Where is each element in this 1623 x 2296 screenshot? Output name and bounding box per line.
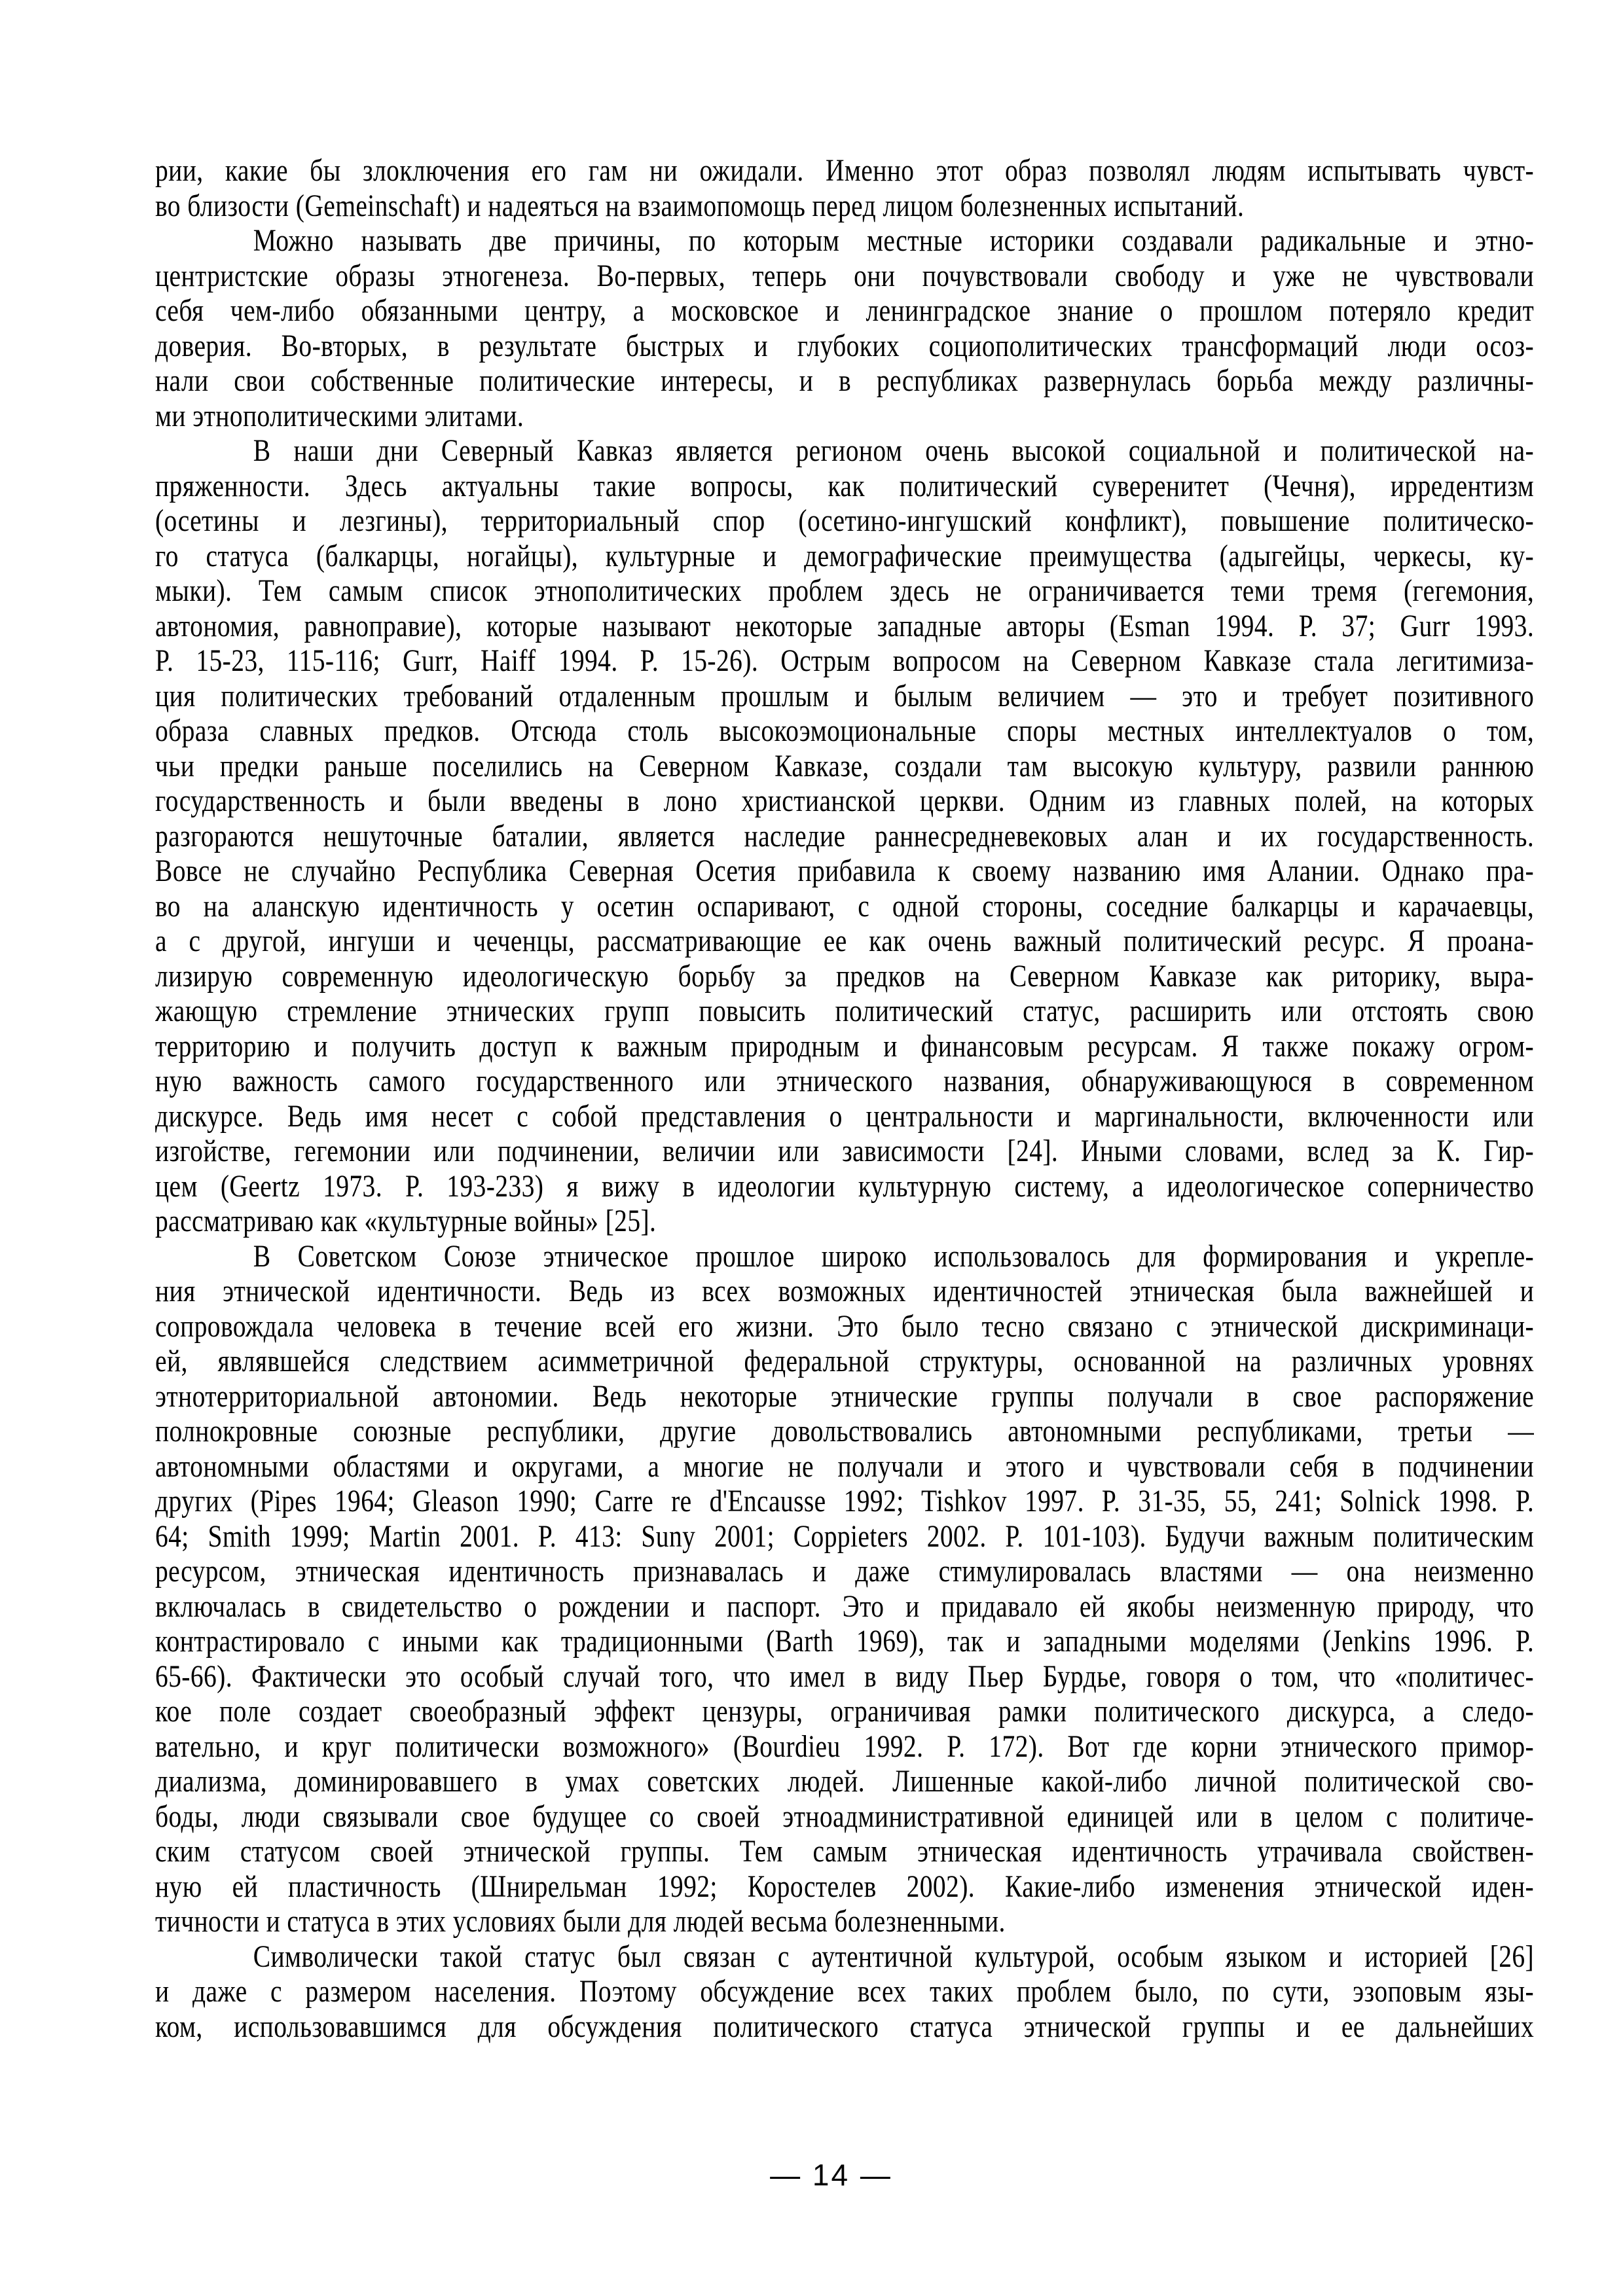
text-line: вательно, и круг политически возможного» (Bourdieu 1992. P. 172). Вот где корни этнического примор- [155, 1729, 1535, 1764]
text-line: кое поле создает своеобразный эффект цензуры, ограничивая рамки политического дискурса, а следо- [155, 1694, 1535, 1729]
text-line: центристские образы этногенеза. Во-первых, теперь они почувствовали свободу и уже не чувствовали [155, 258, 1535, 293]
text-line: пряженности. Здесь актуальны такие вопросы, как политический суверенитет (Чечня), ирредентизм [155, 468, 1535, 503]
text-line: 65-66). Фактически это особый случай того, что имел в виду Пьер Бурдье, говоря о том, что «политичес- [155, 1659, 1535, 1694]
text-line: ми этнополитическими элитами. [155, 398, 524, 433]
text-line: дискурсе. Ведь имя несет с собой представления о центральности и маргинальности, включенности или [155, 1098, 1535, 1134]
text-line: Символически такой статус был связан с аутентичной культурой, особым языком и историей [26] [253, 1939, 1535, 1974]
text-line: диализма, доминировавшего в умах советских людей. Лишенные какой-либо личной политической сво- [155, 1764, 1535, 1799]
text-line: Можно называть две причины, по которым местные историки создавали радикальные и этно- [253, 223, 1535, 258]
text-line: разгораются нешуточные баталии, является наследие раннесредневековых алан и их государственность. [155, 818, 1535, 853]
text-line: во на аланскую идентичность у осетин оспаривают, с одной стороны, соседние балкарцы и карачаевцы, [155, 888, 1535, 924]
text-line: во близости (Gemeinschaft) и надеяться на взаимопомощь перед лицом болезненных испытаний. [155, 188, 1245, 223]
page-number: — 14 — [770, 2158, 892, 2192]
text-line: рии, какие бы злоключения его гам ни ожидали. Именно этот образ позволял людям испытывать чувст- [155, 153, 1535, 188]
text-line: мыки). Тем самым список этнополитических проблем здесь не ограничивается теми тремя (гегемония, [155, 573, 1535, 608]
text-line: го статуса (балкарцы, ногайцы), культурные и демографические преимущества (адыгейцы, черкесы, ку- [155, 538, 1535, 573]
text-line: ей, являвшейся следствием асимметричной федеральной структуры, основанной на различных уровнях [155, 1344, 1535, 1378]
text-line: автономия, равноправие), которые называют некоторые западные авторы (Esman 1994. P. 37; Gurr 1993. [155, 608, 1535, 643]
text-block [155, 153, 1534, 2044]
text-line: 64; Smith 1999; Martin 2001. P. 413: Suny 2001; Coppieters 2002. P. 101-103). Будучи важным политическим [155, 1518, 1535, 1554]
text-line: чьи предки раньше поселились на Северном Кавказе, создали там высокую культуру, развили раннюю [155, 748, 1535, 783]
text-line: других (Pipes 1964; Gleason 1990; Carre re d'Encausse 1992; Tishkov 1997. P. 31-35, 55, 241; Solnick 1998. P. [155, 1484, 1535, 1518]
text-line: этнотерриториальной автономии. Ведь некоторые этнические группы получали в свое распоряжение [155, 1378, 1535, 1414]
text-line: полнокровные союзные республики, другие довольствовались автономными республиками, третьи — [155, 1414, 1535, 1448]
text-line: рассматриваю как «культурные войны» [25]. [155, 1204, 657, 1238]
text-line: ную ей пластичность (Шнирельман 1992; Коростелев 2002). Какие-либо изменения этнической иден- [155, 1869, 1535, 1904]
text-line: ную важность самого государственного или этнического названия, обнаруживающуюся в современном [155, 1064, 1535, 1098]
text-line: (осетины и лезгины), территориальный спор (осетино-ингушский конфликт), повышение политическо- [155, 503, 1535, 538]
text-line: жающую стремление этнических групп повысить политический статус, расширить или отстоять свою [155, 994, 1535, 1028]
text-line: ком, использовавшимся для обсуждения политического статуса этнической группы и ее дальнейших [155, 2009, 1535, 2044]
text-line: включалась в свидетельство о рождении и паспорт. Это и придавало ей якобы неизменную природу, что [155, 1588, 1535, 1624]
text-line: территорию и получить доступ к важным природным и финансовым ресурсам. Я также покажу огром- [155, 1028, 1535, 1064]
text-line: изгойстве, гегемонии или подчинении, величии или зависимости [24]. Иными словами, вслед за К. Гир- [155, 1134, 1535, 1168]
text-line: лизирую современную идеологическую борьбу за предков на Северном Кавказе как риторику, выра- [155, 958, 1535, 994]
text-line: Вовсе не случайно Республика Северная Осетия прибавила к своему названию имя Алании. Однако пра- [155, 853, 1535, 888]
text-line: государственность и были введены в лоно христианской церкви. Одним из главных полей, на которых [155, 783, 1535, 818]
text-line: ресурсом, этническая идентичность признавалась и даже стимулировалась властями — она неизменно [155, 1554, 1535, 1588]
text-line: образа славных предков. Отсюда столь высокоэмоциональные споры местных интеллектуалов о том, [155, 713, 1535, 748]
text-line: ния этнической идентичности. Ведь из всех возможных идентичностей этническая была важнейшей и [155, 1274, 1535, 1308]
text-line: автономными областями и округами, а многие не получали и этого и чувствовали себя в подчинении [155, 1448, 1535, 1484]
text-line: боды, люди связывали свое будущее со своей этноадминистративной единицей или в целом с политиче- [155, 1799, 1535, 1834]
text-line: доверия. Во-вторых, в результате быстрых и глубоких социополитических трансформаций люди осоз- [155, 328, 1535, 363]
text-line: себя чем-либо обязанными центру, а московское и ленинградское знание о прошлом потеряло кредит [155, 293, 1535, 328]
text-line: тичности и статуса в этих условиях были для людей весьма болезненными. [155, 1904, 1006, 1939]
text-line: контрастировало с иными как традиционными (Barth 1969), так и западными моделями (Jenkins 1996. P. [155, 1624, 1535, 1659]
text-line: и даже с размером населения. Поэтому обсуждение всех таких проблем было, по сути, эзоповым язы- [155, 1974, 1535, 2009]
text-line: В наши дни Северный Кавказ является регионом очень высокой социальной и политической на- [253, 433, 1535, 468]
text-line: P. 15-23, 115-116; Gurr, Haiff 1994. P. 15-26). Острым вопросом на Северном Кавказе стала легитимиза- [155, 643, 1535, 678]
text-line: сопровождала человека в течение всей его жизни. Это было тесно связано с этнической дискриминаци- [155, 1308, 1535, 1344]
text-line: В Советском Союзе этническое прошлое широко использовалось для формирования и укрепле- [253, 1238, 1535, 1274]
text-line: ция политических требований отдаленным прошлым и былым величием — это и требует позитивного [155, 678, 1535, 713]
text-line: ским статусом своей этнической группы. Тем самым этническая идентичность утрачивала свойствен- [155, 1834, 1535, 1869]
text-line: а с другой, ингуши и чеченцы, рассматривающие ее как очень важный политический ресурс. Я проана- [155, 924, 1535, 958]
text-line: цем (Geertz 1973. P. 193-233) я вижу в идеологии культурную систему, а идеологическое соперничество [155, 1168, 1535, 1204]
text-line: нали свои собственные политические интересы, и в республиках развернулась борьба между различны- [155, 363, 1535, 398]
